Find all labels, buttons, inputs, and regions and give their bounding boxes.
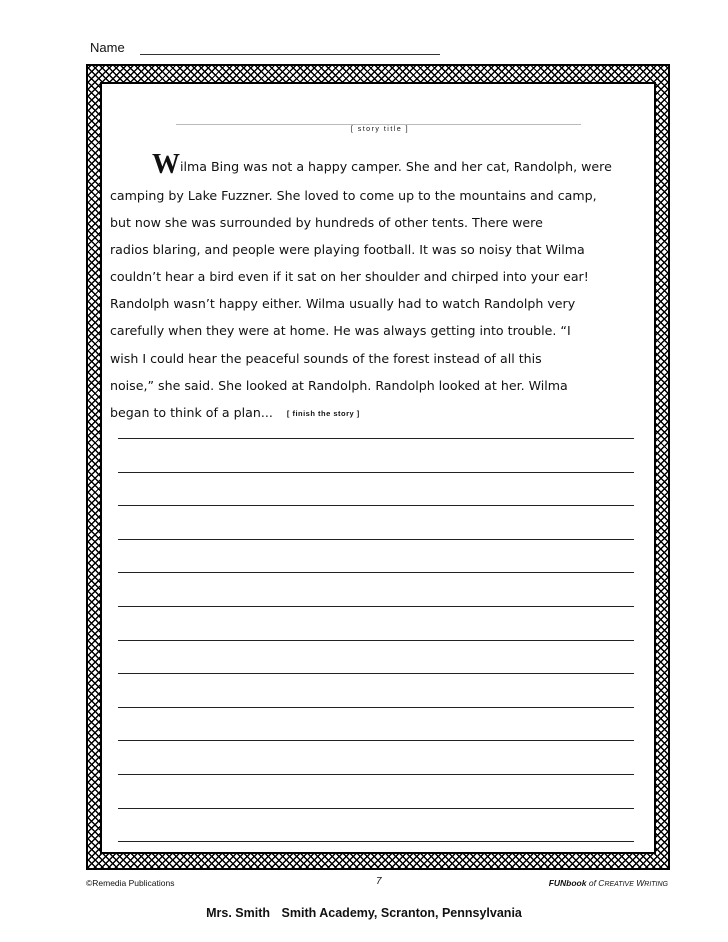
page-number: 7 <box>376 876 382 887</box>
writing-line[interactable] <box>118 673 634 674</box>
book-title-riting: RITING <box>644 881 668 888</box>
publisher-credit: ©Remedia Publications <box>86 878 175 888</box>
teacher-name: Mrs. Smith <box>206 906 271 920</box>
name-blank[interactable] <box>140 54 440 55</box>
school-name: Smith Academy, Scranton, Pennsylvania <box>281 906 522 920</box>
teacher-info <box>0 906 728 920</box>
story-title-blank[interactable] <box>176 124 581 125</box>
book-title-of: of <box>586 878 599 888</box>
story-title-label: [ story title ] <box>350 126 410 133</box>
writing-line[interactable] <box>118 640 634 641</box>
story-line <box>110 399 650 426</box>
writing-line[interactable] <box>118 740 634 741</box>
book-title <box>549 878 668 888</box>
writing-line[interactable] <box>118 438 634 439</box>
name-label: Name <box>90 40 125 55</box>
story-line: couldn’t hear a bird even if it sat on her shoulder and chirped into your ear! <box>110 269 589 285</box>
writing-line[interactable] <box>118 774 634 775</box>
story-line: carefully when they were at home. He was always getting into trouble. “I <box>110 323 571 339</box>
story-line-text: ilma Bing was not a happy camper. She and her cat, Randolph, were <box>180 159 612 174</box>
writing-line[interactable] <box>118 472 634 473</box>
book-title-w: W <box>633 878 645 888</box>
writing-line[interactable] <box>118 539 634 540</box>
story-line: camping by Lake Fuzzner. She loved to come up to the mountains and camp, <box>110 188 597 203</box>
writing-line[interactable] <box>118 841 634 842</box>
story-line: but now she was surrounded by hundreds of other tents. There were <box>110 215 543 231</box>
story-line: Randolph wasn’t happy either. Wilma usually had to watch Randolph very <box>110 296 576 312</box>
writing-line[interactable] <box>118 572 634 573</box>
story-line: wish I could hear the peaceful sounds of the forest instead of all this <box>110 350 542 366</box>
writing-line[interactable] <box>118 707 634 708</box>
writing-line[interactable] <box>118 505 634 506</box>
story-line-text: began to think of a plan... <box>110 404 273 420</box>
story-line <box>110 148 650 182</box>
book-title-bold: FUNbook <box>548 878 587 888</box>
story-text <box>110 148 650 426</box>
footer <box>86 878 670 892</box>
writing-line[interactable] <box>118 606 634 607</box>
book-title-reative: REATIVE <box>604 881 634 888</box>
story-line: radios blaring, and people were playing football. It was so noisy that Wilma <box>110 242 585 258</box>
story-line: noise,” she said. She looked at Randolph. Randolph looked at her. Wilma <box>110 377 568 393</box>
book-title-c: C <box>598 878 605 888</box>
writing-line[interactable] <box>118 808 634 809</box>
name-row <box>90 40 450 60</box>
finish-story-note: [ finish the story ] <box>286 408 360 418</box>
dropcap-letter: W <box>152 149 180 180</box>
